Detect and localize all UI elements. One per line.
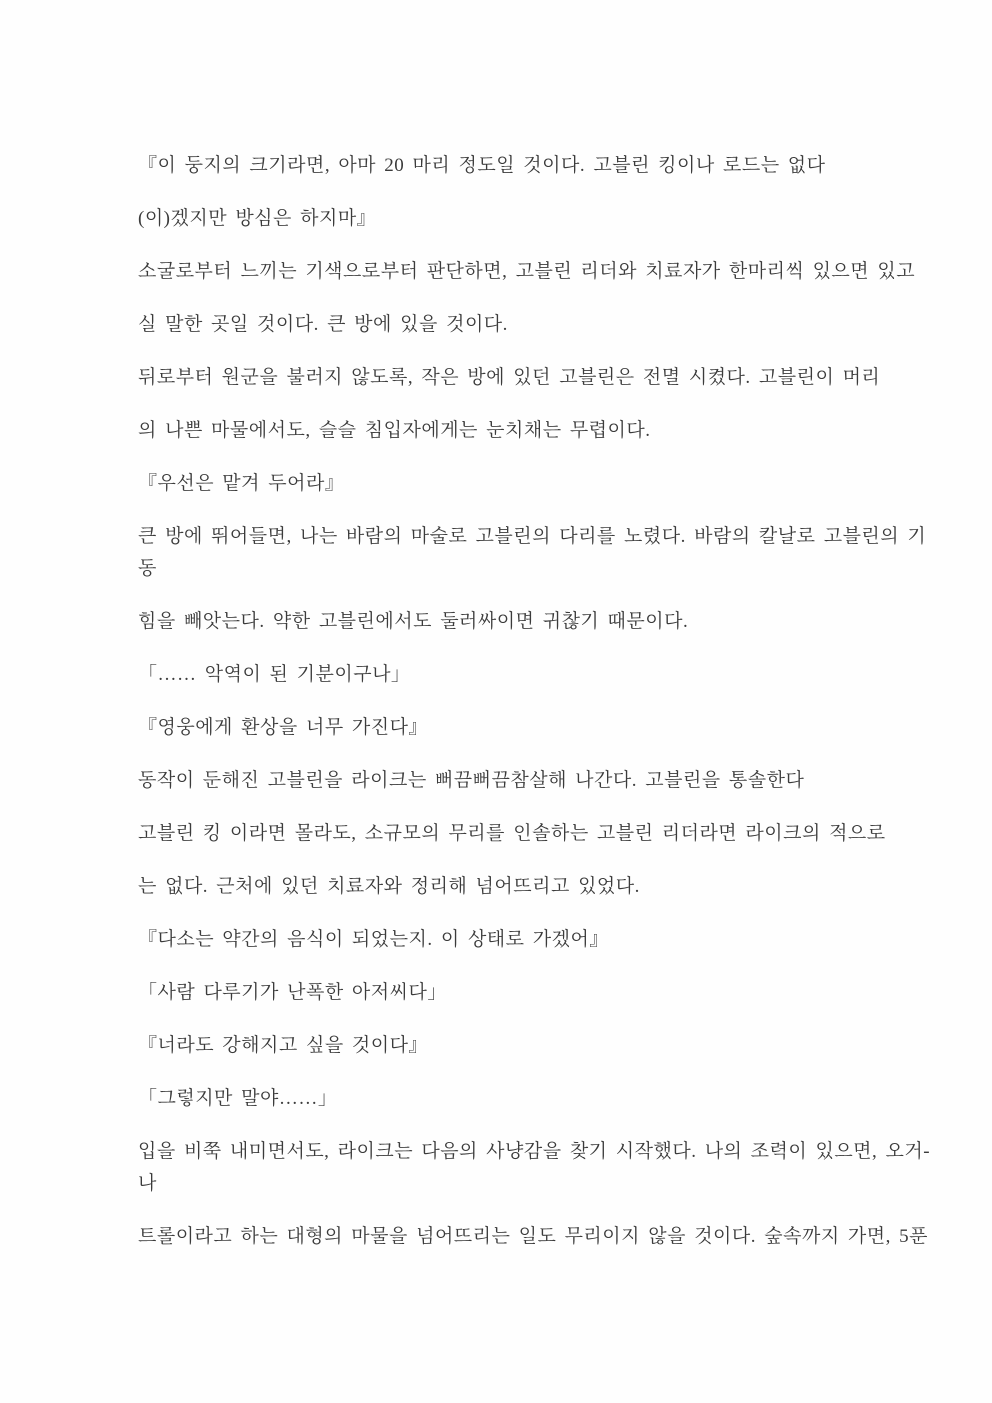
paragraph (138, 415, 862, 447)
paragraph (138, 468, 862, 500)
text-line: 의 나쁜 마물에서도, 슬슬 침입자에게는 눈치채는 무렵이다. (138, 420, 651, 441)
text-line: 트롤이라고 하는 대형의 마물을 넘어뜨리는 일도 무리이지 않을 것이다. 숲속까지 가면, 5푼 (138, 1226, 928, 1247)
paragraph (138, 521, 927, 585)
text-line: (이)겠지만 방심은 하지마』 (138, 208, 377, 229)
paragraph (138, 256, 916, 288)
paragraph (138, 150, 862, 182)
paragraph (138, 659, 862, 691)
paragraph (138, 765, 862, 797)
text-line: 『우선은 맡겨 두어라』 (138, 473, 345, 494)
text-line: 큰 방에 뛰어들면, 나는 바람의 마술로 고블린의 다리를 노렸다. 바람의 칼날로 고블린의 기 (138, 526, 927, 547)
paragraph (138, 818, 886, 850)
text-line: 동 (138, 558, 157, 579)
text-line: 입을 비쭉 내미면서도, 라이크는 다음의 사냥감을 찾기 시작했다. 나의 조력이 있으면, 오거- (138, 1141, 931, 1162)
paragraph (138, 1030, 862, 1062)
paragraph (138, 1083, 862, 1115)
paragraph (138, 871, 862, 903)
paragraph (138, 924, 862, 956)
text-line: 뒤로부터 원군을 불러지 않도록, 작은 방에 있던 고블린은 전멸 시켰다. 고블린이 머리 (138, 367, 881, 388)
text-line: 고블린 킹 이라면 몰라도, 소규모의 무리를 인솔하는 고블린 리더라면 라이크의 적으로 (138, 823, 886, 844)
text-line: 『영웅에게 환상을 너무 가진다』 (138, 717, 428, 738)
text-line: 『이 둥지의 크기라면, 아마 20 마리 정도일 것이다. 고블린 킹이나 로드는 없다 (138, 155, 826, 176)
text-line: 소굴로부터 느끼는 기색으로부터 판단하면, 고블린 리더와 치료자가 한마리씩 있으면 있고 (138, 261, 916, 282)
paragraph (138, 1221, 928, 1253)
paragraph (138, 606, 862, 638)
text-line: 「그렇지만 말야……」 (138, 1088, 338, 1109)
text-line: 동작이 둔해진 고블린을 라이크는 뻐끔뻐끔참살해 나간다. 고블린을 통솔한다 (138, 770, 805, 791)
text-line: 실 말한 곳일 것이다. 큰 방에 있을 것이다. (138, 314, 508, 335)
text-line: 나 (138, 1173, 157, 1194)
paragraph (138, 977, 862, 1009)
paragraph (138, 1136, 931, 1200)
paragraph (138, 712, 862, 744)
text-line: 『다소는 약간의 음식이 되었는지. 이 상태로 가겠어』 (138, 929, 609, 950)
text-line: 『너라도 강해지고 싶을 것이다』 (138, 1035, 428, 1056)
paragraph (138, 203, 862, 235)
paragraph (138, 362, 881, 394)
text-line: 힘을 빼앗는다. 약한 고블린에서도 둘러싸이면 귀찮기 때문이다. (138, 611, 689, 632)
paragraph (138, 309, 862, 341)
text-line: 「…… 악역이 된 기분이구나」 (138, 664, 411, 685)
text-line: 「사람 다루기가 난폭한 아저씨다」 (138, 982, 447, 1003)
text-line: 는 없다. 근처에 있던 치료자와 정리해 넘어뜨리고 있었다. (138, 876, 640, 897)
text-content (138, 150, 931, 1274)
